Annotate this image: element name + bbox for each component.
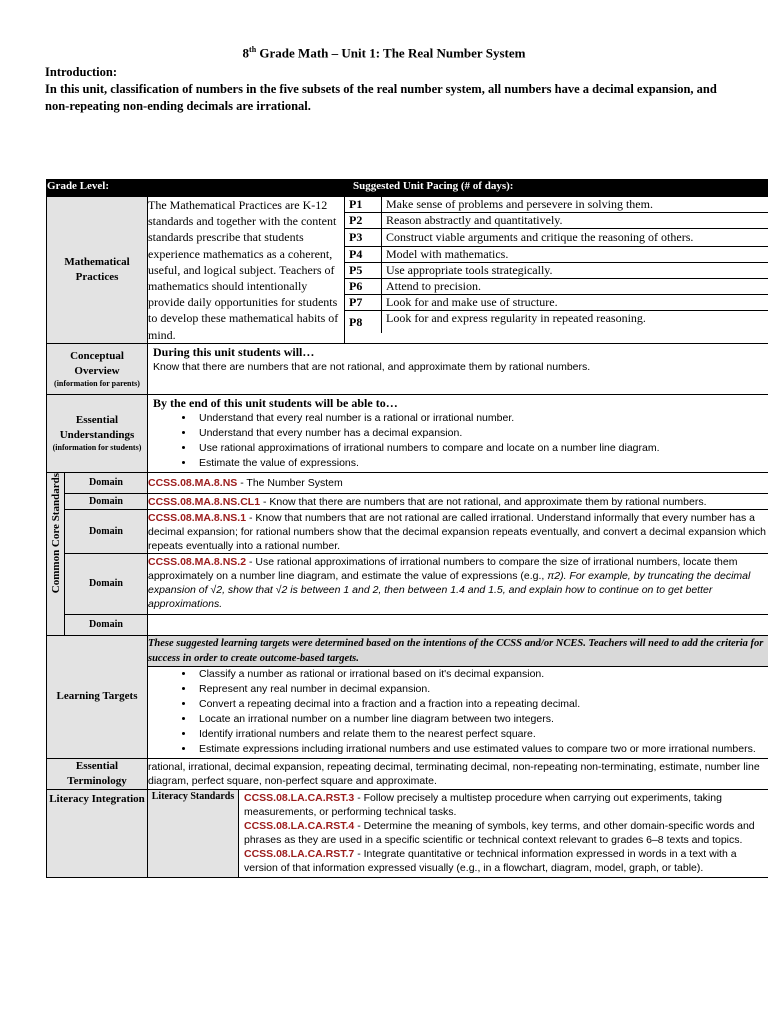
standard-row bbox=[47, 509, 768, 553]
conceptual-overview-heading: During this unit students will… bbox=[153, 344, 315, 359]
literacy-standard: CCSS.08.LA.CA.RST.3 - Follow precisely a multistep procedure when carrying out experiments, taking measurements, or performing technical tasks. bbox=[244, 791, 722, 818]
essential-understandings-content bbox=[148, 394, 768, 472]
practice-code: P4 bbox=[345, 247, 382, 263]
grade-level-header: Grade Level: bbox=[47, 180, 345, 197]
standard-text: CCSS.08.MA.8.NS.1 - Know that numbers that are not rational are called irrational. Understand informally that every number has a decimal expansion; for rational numbers show that the decimal expansion repeats eventually, and convert a decimal expansion which repeats eventually into a rational number. bbox=[148, 509, 768, 553]
list-item: • Represent any real number in decimal expansion. bbox=[195, 682, 768, 697]
mathematical-practices-label: Mathematical Practices bbox=[47, 197, 148, 344]
domain-label: Domain bbox=[65, 472, 148, 493]
conceptual-overview-label: Conceptual Overview (information for parents) bbox=[47, 343, 148, 394]
practices-cell bbox=[345, 197, 768, 344]
practice-text: Use appropriate tools strategically. bbox=[382, 263, 768, 279]
introduction-text: In this unit, classification of numbers in the five subsets of the real number system, all numbers have a decimal expansion, and non-repeating non-ending decimals are irrational. bbox=[45, 82, 717, 113]
practice-row bbox=[345, 263, 768, 279]
list-item: • Identify irrational numbers and relate them to the nearest perfect square. bbox=[195, 727, 768, 742]
practice-code: P1 bbox=[345, 197, 382, 213]
domain-label: Domain bbox=[65, 493, 148, 509]
standard-row bbox=[47, 472, 768, 493]
essential-terminology-label: Essential Terminology bbox=[47, 758, 148, 789]
common-core-label: Common Core Standards bbox=[49, 472, 62, 594]
standard-code: CCSS.08.MA.8.NS.2 bbox=[148, 555, 247, 568]
standard-code: CCSS.08.MA.8.NS.CL1 bbox=[148, 495, 261, 508]
essential-understandings-list bbox=[148, 411, 768, 472]
pacing-header: Suggested Unit Pacing (# of days): bbox=[345, 180, 768, 197]
conceptual-overview-row bbox=[47, 343, 768, 394]
learning-targets-label: Learning Targets bbox=[47, 635, 148, 758]
unit-table bbox=[46, 179, 768, 878]
standard-code: CCSS.08.MA.8.NS.1 bbox=[148, 511, 247, 524]
standard-text-empty bbox=[148, 614, 768, 635]
list-item: • Use rational approximations of irrational numbers to compare and locate on a number line diagram. bbox=[195, 441, 768, 456]
domain-label: Domain bbox=[65, 509, 148, 553]
standard-row bbox=[47, 493, 768, 509]
practice-code: P3 bbox=[345, 229, 382, 247]
literacy-standard: CCSS.08.LA.CA.RST.7 - Integrate quantitative or technical information expressed in words in a text with a version of that information expressed visually (e.g., in a flowchart, diagram, model, graph, or table). bbox=[244, 847, 737, 874]
practice-code: P2 bbox=[345, 213, 382, 229]
page-title: 8th Grade Math – Unit 1: The Real Number System bbox=[242, 45, 526, 61]
list-item: • Convert a repeating decimal into a fraction and a fraction into a repeating decimal. bbox=[195, 697, 768, 712]
standard-code: CCSS.08.MA.8.NS bbox=[148, 476, 238, 489]
practice-text: Look for and make use of structure. bbox=[382, 295, 768, 311]
learning-targets-list bbox=[148, 667, 768, 758]
list-item: • Locate an irrational number on a number line diagram between two integers. bbox=[195, 712, 768, 727]
literacy-code: CCSS.08.LA.CA.RST.3 bbox=[244, 791, 355, 804]
practice-text: Make sense of problems and persevere in solving them. bbox=[382, 197, 768, 213]
introduction bbox=[45, 64, 735, 115]
learning-targets-note: These suggested learning targets were determined based on the intentions of the CCSS and/or NCES. Teachers will need to add the criteria for success in order to create outcome-based targets. bbox=[148, 635, 768, 666]
essential-understandings-heading: By the end of this unit students will be able to… bbox=[153, 395, 398, 410]
literacy-standards-label: Literacy Standards bbox=[148, 789, 239, 877]
practice-text: Reason abstractly and quantitatively. bbox=[382, 213, 768, 229]
table-header-row bbox=[47, 180, 768, 197]
domain-label: Domain bbox=[65, 553, 148, 614]
practice-row bbox=[345, 247, 768, 263]
practices-list bbox=[345, 197, 768, 333]
standard-row bbox=[47, 614, 768, 635]
list-item: • Classify a number as rational or irrational based on it's decimal expansion. bbox=[195, 667, 768, 682]
standard-text: CCSS.08.MA.8.NS.2 - Use rational approximations of irrational numbers to compare the size of irrational numbers, locate them approximately on a number line diagram, and estimate the value of expressions (e.g., π2). For example, by truncating the decimal expansion of √2, show that √2 is between 1 and 2, then between 1.4 and 1.5, and explain how to continue on to get better approximations. bbox=[148, 553, 768, 614]
list-item: • Estimate expressions including irrational numbers and use estimated values to compare two or more irrational numbers. bbox=[195, 742, 768, 757]
practice-text: Construct viable arguments and critique the reasoning of others. bbox=[382, 229, 768, 247]
essential-terminology-row bbox=[47, 758, 768, 789]
literacy-row bbox=[47, 789, 768, 877]
literacy-code: CCSS.08.LA.CA.RST.7 bbox=[244, 847, 355, 860]
list-item: • Understand that every real number is a rational or irrational number. bbox=[195, 411, 768, 426]
practice-row bbox=[345, 197, 768, 213]
literacy-standards-content bbox=[239, 789, 768, 877]
list-item: • Understand that every number has a decimal expansion. bbox=[195, 426, 768, 441]
essential-understandings-row bbox=[47, 394, 768, 472]
standard-text: CCSS.08.MA.8.NS - The Number System bbox=[148, 472, 768, 493]
domain-label: Domain bbox=[65, 614, 148, 635]
practice-code: P8 bbox=[345, 311, 382, 334]
learning-targets-content bbox=[148, 666, 768, 758]
conceptual-overview-sublabel: (information for parents) bbox=[54, 378, 140, 388]
practice-row bbox=[345, 279, 768, 295]
standard-row bbox=[47, 553, 768, 614]
conceptual-overview-content bbox=[148, 343, 768, 394]
practice-text: Model with mathematics. bbox=[382, 247, 768, 263]
literacy-code: CCSS.08.LA.CA.RST.4 bbox=[244, 819, 355, 832]
literacy-integration-label: Literacy Integration bbox=[47, 789, 148, 877]
practice-row bbox=[345, 229, 768, 247]
essential-understandings-label: Essential Understandings (information for students) bbox=[47, 394, 148, 472]
standard-text: CCSS.08.MA.8.NS.CL1 - Know that there are numbers that are not rational, and approximate them by rational numbers. bbox=[148, 493, 768, 509]
literacy-standard: CCSS.08.LA.CA.RST.4 - Determine the meaning of symbols, key terms, and other domain-specific words and phrases as they are used in a specific scientific or technical context relevant to grades 6–8 texts and topics. bbox=[244, 819, 755, 846]
practice-code: P7 bbox=[345, 295, 382, 311]
practice-row bbox=[345, 311, 768, 334]
list-item: • Estimate the value of expressions. bbox=[195, 456, 768, 471]
practice-row bbox=[345, 213, 768, 229]
introduction-heading: Introduction: bbox=[45, 65, 118, 79]
practice-row bbox=[345, 295, 768, 311]
practice-text: Attend to precision. bbox=[382, 279, 768, 295]
essential-terminology-text: rational, irrational, decimal expansion, repeating decimal, terminating decimal, non-repeating non-terminating, estimate, number line diagram, perfect square, non-perfect square and approximate. bbox=[148, 758, 768, 789]
practice-code: P6 bbox=[345, 279, 382, 295]
common-core-label-cell bbox=[47, 472, 65, 635]
essential-understandings-sublabel: (information for students) bbox=[52, 443, 142, 453]
practice-text: Look for and express regularity in repeated reasoning. bbox=[386, 311, 646, 325]
conceptual-overview-text: Know that there are numbers that are not rational, and approximate them by rational numbers. bbox=[153, 360, 591, 373]
learning-targets-row bbox=[47, 666, 768, 758]
practice-code: P5 bbox=[345, 263, 382, 279]
mathematical-practices-description: The Mathematical Practices are K-12 standards and together with the content standards prescribe that students experience mathematics as a coherent, useful, and logical subject. Teachers of mathematics should intentionally provide daily opportunities for students to develop these mathematical habits of mind. bbox=[148, 197, 345, 344]
learning-targets-note-row bbox=[47, 635, 768, 666]
mathematical-practices-row bbox=[47, 197, 768, 344]
